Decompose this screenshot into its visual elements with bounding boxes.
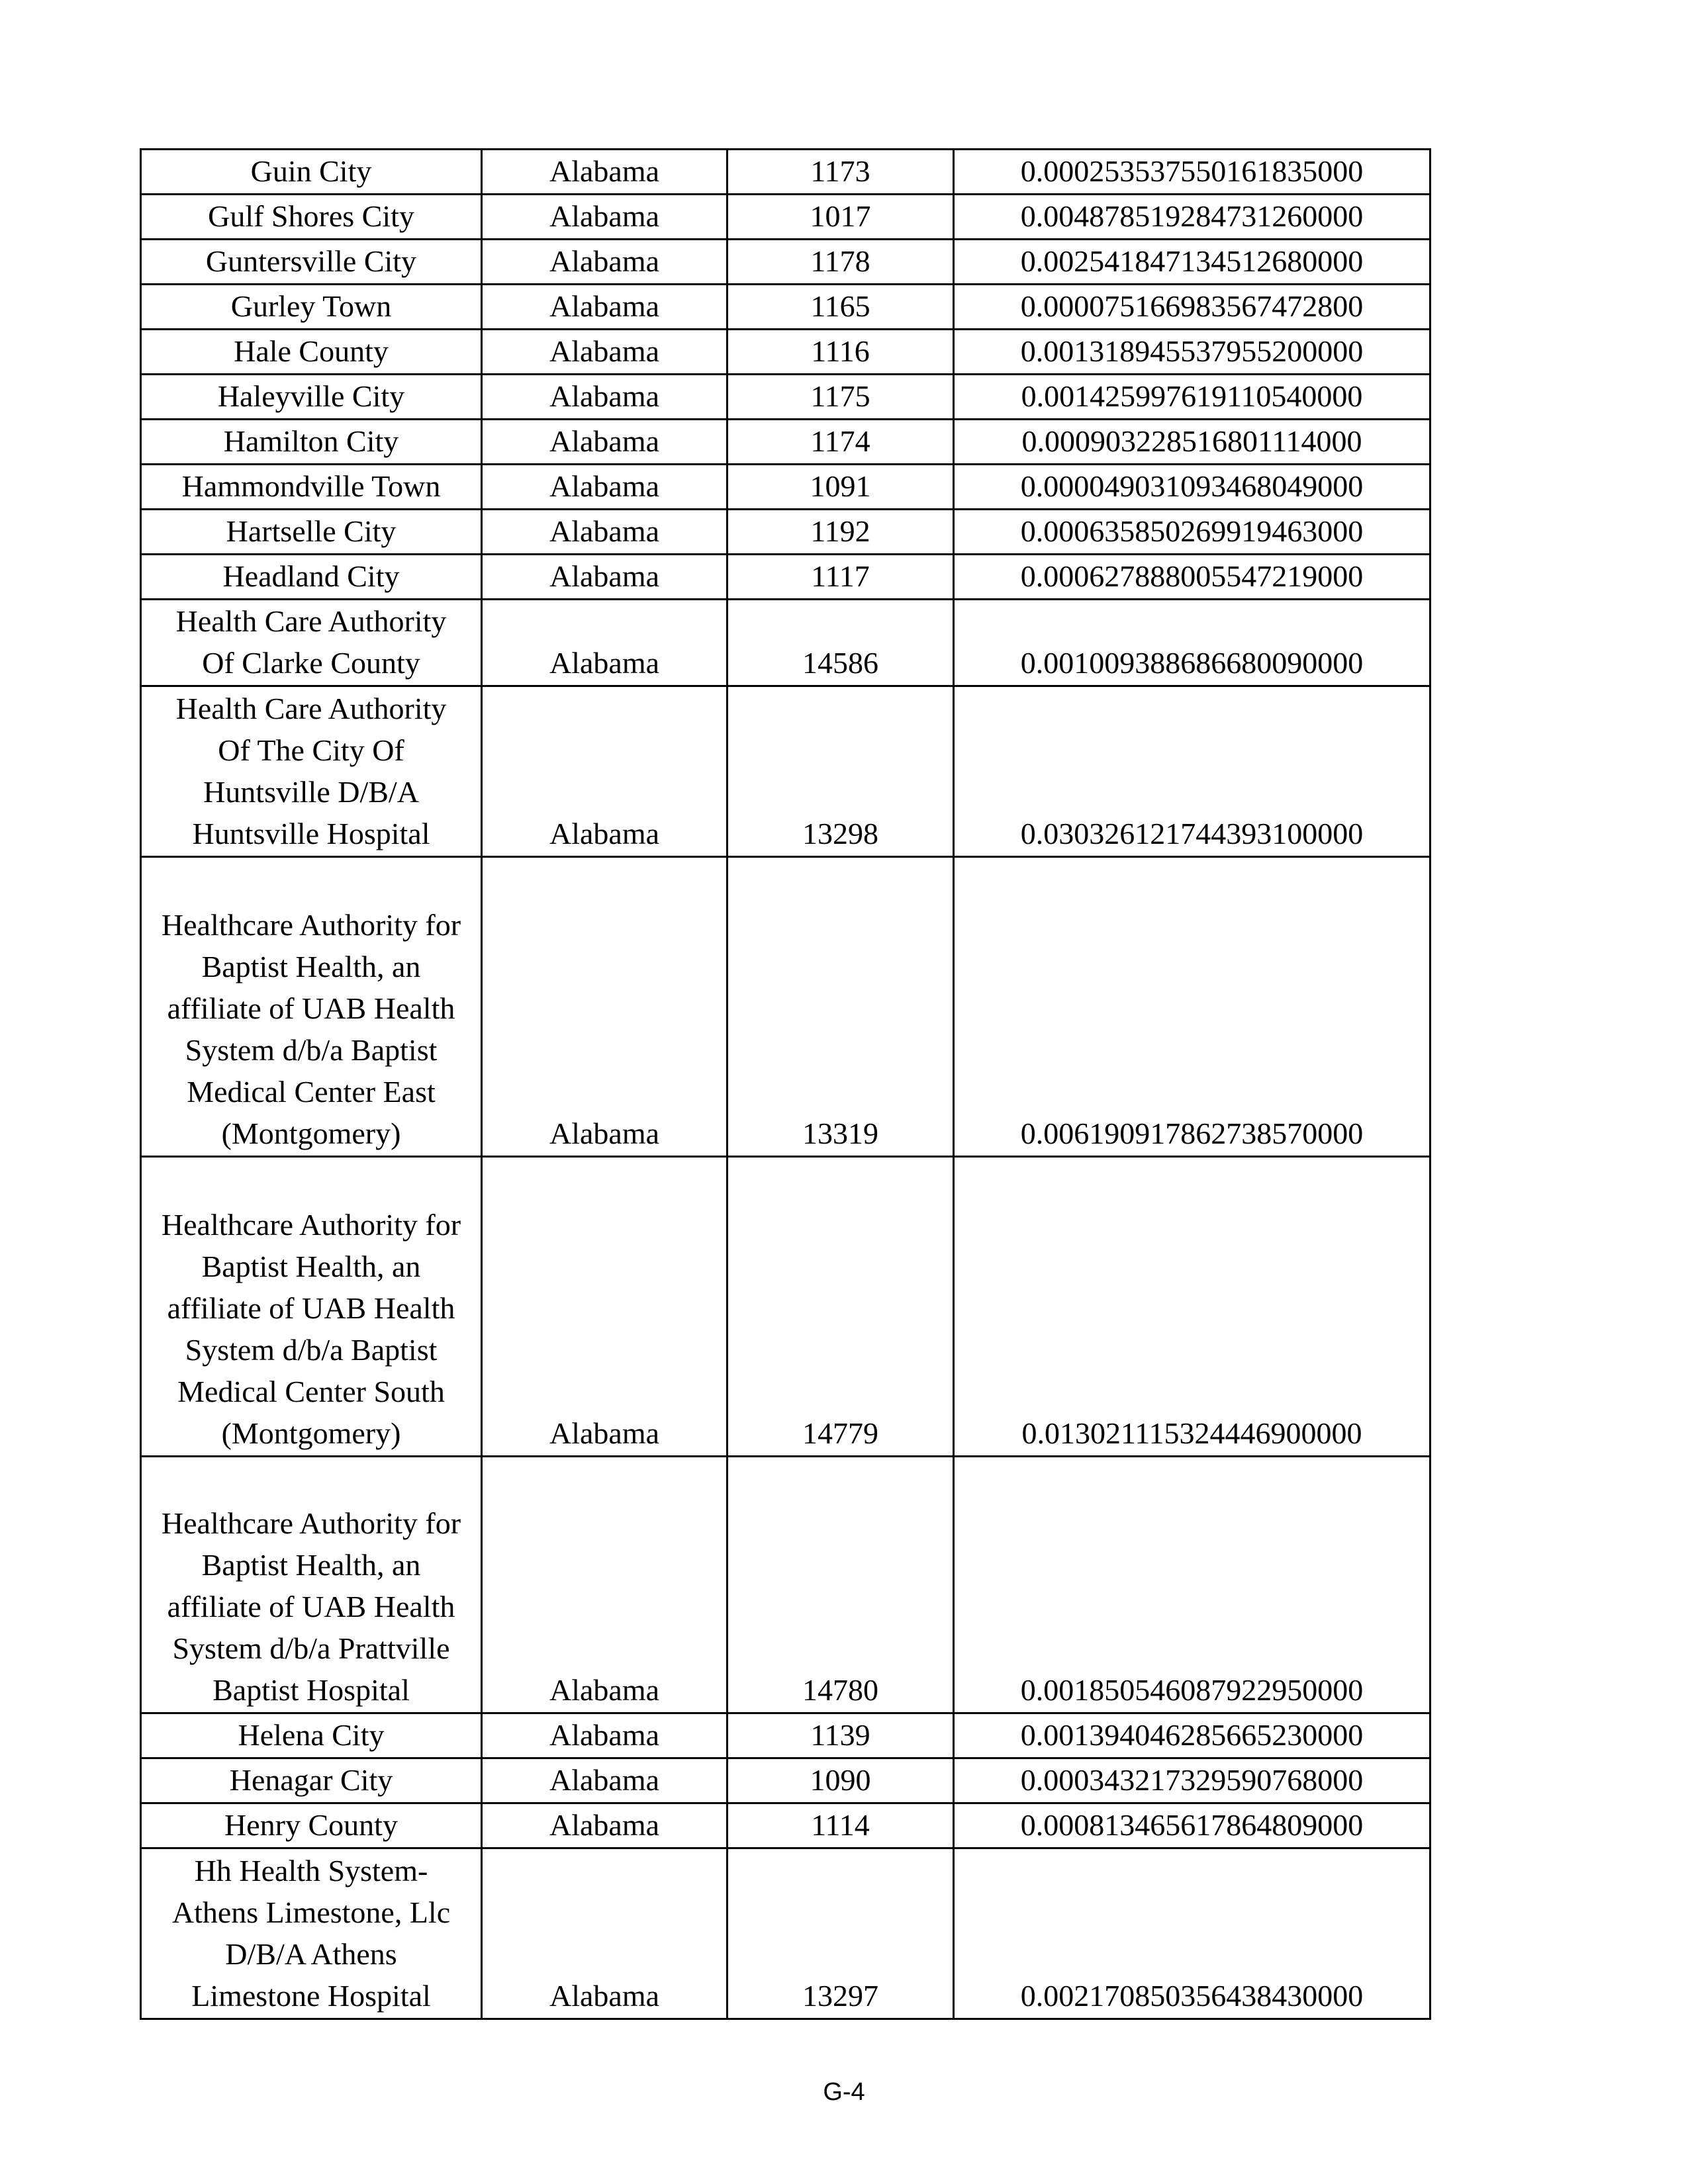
state-cell: Alabama: [482, 1848, 727, 2019]
allocation-table: [140, 148, 1431, 2020]
state-cell: Alabama: [482, 375, 727, 420]
entity-cell: Headland City: [141, 555, 482, 600]
id-cell: 1178: [727, 240, 954, 285]
entity-cell: Hartselle City: [141, 510, 482, 555]
state-cell: Alabama: [482, 686, 727, 857]
entity-cell: Henagar City: [141, 1758, 482, 1803]
state-cell: Alabama: [482, 1457, 727, 1713]
id-cell: 14780: [727, 1457, 954, 1713]
table-body: [141, 150, 1430, 2019]
id-cell: 1117: [727, 555, 954, 600]
state-cell: Alabama: [482, 857, 727, 1157]
id-cell: 1116: [727, 330, 954, 375]
id-cell: 1017: [727, 195, 954, 240]
id-cell: 13298: [727, 686, 954, 857]
value-cell: 0.002170850356438430000: [954, 1848, 1430, 2019]
table-row: [141, 465, 1430, 510]
table-row: [141, 1157, 1430, 1457]
id-cell: 1090: [727, 1758, 954, 1803]
entity-cell: Health Care Authority Of Clarke County: [141, 600, 482, 686]
id-cell: 13297: [727, 1848, 954, 2019]
state-cell: Alabama: [482, 195, 727, 240]
table-row: [141, 195, 1430, 240]
state-cell: Alabama: [482, 1157, 727, 1457]
table-row: [141, 686, 1430, 857]
state-cell: Alabama: [482, 420, 727, 465]
value-cell: 0.000903228516801114000: [954, 420, 1430, 465]
value-cell: 0.000635850269919463000: [954, 510, 1430, 555]
entity-cell: Haleyville City: [141, 375, 482, 420]
value-cell: 0.000049031093468049000: [954, 465, 1430, 510]
entity-cell: Healthcare Authority for Baptist Health, an affiliate of UAB Health System d/b/a Baptist Medical Center South (Montgomery): [141, 1157, 482, 1457]
table-row: [141, 857, 1430, 1157]
table-row: [141, 375, 1430, 420]
state-cell: Alabama: [482, 555, 727, 600]
state-cell: Alabama: [482, 465, 727, 510]
table-row: [141, 240, 1430, 285]
table-row: [141, 510, 1430, 555]
value-cell: 0.004878519284731260000: [954, 195, 1430, 240]
entity-cell: Hh Health System- Athens Limestone, Llc D/B/A Athens Limestone Hospital: [141, 1848, 482, 2019]
value-cell: 0.001318945537955200000: [954, 330, 1430, 375]
table-row: [141, 285, 1430, 330]
value-cell: 0.030326121744393100000: [954, 686, 1430, 857]
id-cell: 14586: [727, 600, 954, 686]
table-row: [141, 420, 1430, 465]
entity-cell: Helena City: [141, 1713, 482, 1758]
value-cell: 0.001425997619110540000: [954, 375, 1430, 420]
table-row: [141, 1848, 1430, 2019]
value-cell: 0.000627888005547219000: [954, 555, 1430, 600]
state-cell: Alabama: [482, 510, 727, 555]
id-cell: 14779: [727, 1157, 954, 1457]
value-cell: 0.000075166983567472800: [954, 285, 1430, 330]
state-cell: Alabama: [482, 285, 727, 330]
table-row: [141, 1758, 1430, 1803]
value-cell: 0.006190917862738570000: [954, 857, 1430, 1157]
entity-cell: Healthcare Authority for Baptist Health, an affiliate of UAB Health System d/b/a Baptist Medical Center East (Montgomery): [141, 857, 482, 1157]
entity-cell: Healthcare Authority for Baptist Health, an affiliate of UAB Health System d/b/a Prattville Baptist Hospital: [141, 1457, 482, 1713]
value-cell: 0.001009388686680090000: [954, 600, 1430, 686]
value-cell: 0.000343217329590768000: [954, 1758, 1430, 1803]
table-row: [141, 1457, 1430, 1713]
table-row: [141, 330, 1430, 375]
entity-cell: Henry County: [141, 1803, 482, 1848]
id-cell: 1114: [727, 1803, 954, 1848]
entity-cell: Gurley Town: [141, 285, 482, 330]
id-cell: 1139: [727, 1713, 954, 1758]
id-cell: 1192: [727, 510, 954, 555]
entity-cell: Gulf Shores City: [141, 195, 482, 240]
entity-cell: Guntersville City: [141, 240, 482, 285]
id-cell: 1175: [727, 375, 954, 420]
value-cell: 0.000813465617864809000: [954, 1803, 1430, 1848]
state-cell: Alabama: [482, 330, 727, 375]
table-row: [141, 1803, 1430, 1848]
state-cell: Alabama: [482, 1713, 727, 1758]
id-cell: 1174: [727, 420, 954, 465]
table-row: [141, 600, 1430, 686]
value-cell: 0.002541847134512680000: [954, 240, 1430, 285]
entity-cell: Hammondville Town: [141, 465, 482, 510]
entity-cell: Health Care Authority Of The City Of Huntsville D/B/A Huntsville Hospital: [141, 686, 482, 857]
value-cell: 0.000253537550161835000: [954, 150, 1430, 195]
id-cell: 1165: [727, 285, 954, 330]
state-cell: Alabama: [482, 600, 727, 686]
state-cell: Alabama: [482, 240, 727, 285]
value-cell: 0.013021115324446900000: [954, 1157, 1430, 1457]
entity-cell: Hale County: [141, 330, 482, 375]
table-row: [141, 555, 1430, 600]
state-cell: Alabama: [482, 1803, 727, 1848]
value-cell: 0.001850546087922950000: [954, 1457, 1430, 1713]
entity-cell: Guin City: [141, 150, 482, 195]
id-cell: 1173: [727, 150, 954, 195]
table-row: [141, 1713, 1430, 1758]
value-cell: 0.001394046285665230000: [954, 1713, 1430, 1758]
page-number: G-4: [823, 2078, 865, 2106]
entity-cell: Hamilton City: [141, 420, 482, 465]
state-cell: Alabama: [482, 150, 727, 195]
id-cell: 13319: [727, 857, 954, 1157]
table-row: [141, 150, 1430, 195]
id-cell: 1091: [727, 465, 954, 510]
state-cell: Alabama: [482, 1758, 727, 1803]
